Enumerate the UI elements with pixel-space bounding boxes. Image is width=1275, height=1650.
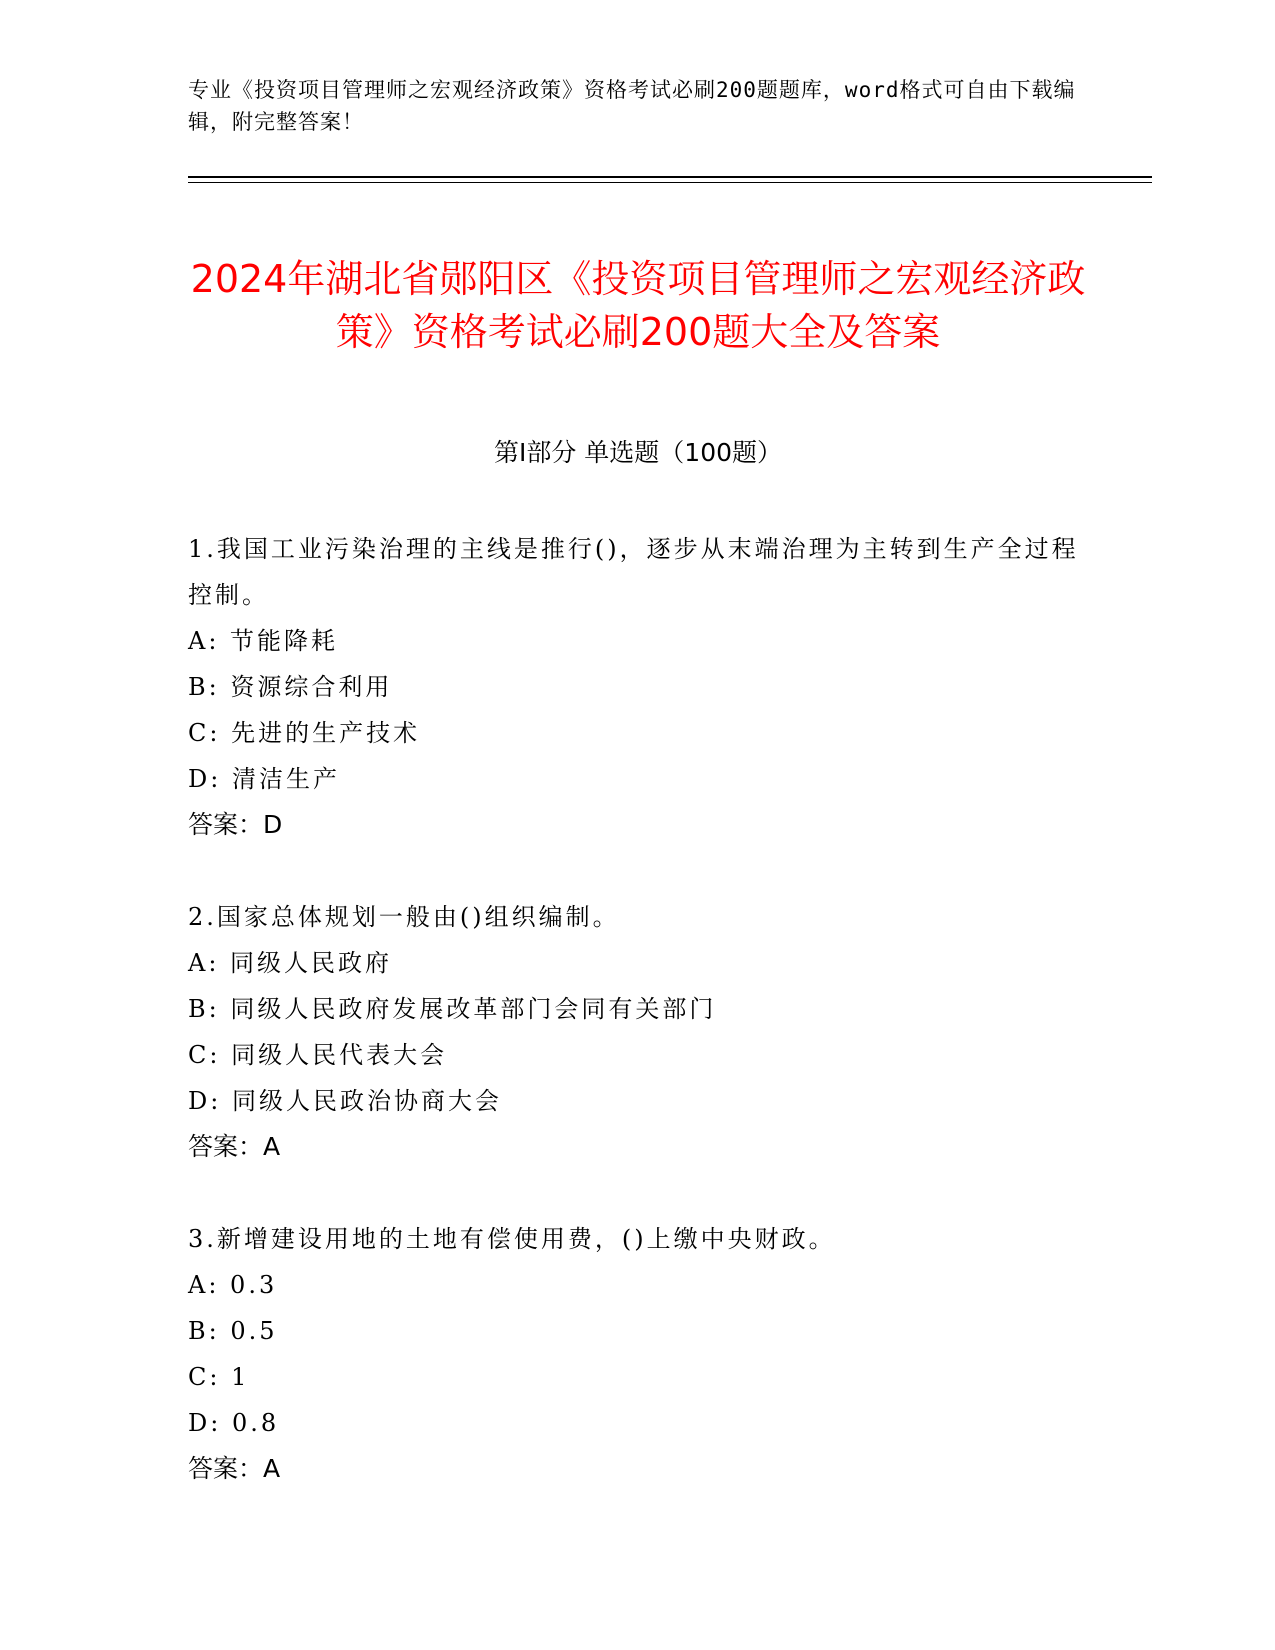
- option-c: C: 同级人民代表大会: [188, 1041, 448, 1069]
- option-b: B: 同级人民政府发展改革部门会同有关部门: [188, 995, 717, 1023]
- option-c: C: 1: [188, 1363, 250, 1391]
- header-divider-thin: [188, 182, 1152, 183]
- option-d: D: 0.8: [188, 1409, 280, 1437]
- option-d: D: 清洁生产: [188, 765, 340, 793]
- question-list: [188, 526, 1088, 1538]
- header-note: 专业《投资项目管理师之宏观经济政策》资格考试必刷200题题库，word格式可自由下载编辑，附完整答案！: [188, 78, 1076, 134]
- question-stem: 1.我国工业污染治理的主线是推行()，逐步从末端治理为主转到生产全过程控制。: [188, 535, 1079, 609]
- question-2: [188, 894, 1088, 1170]
- option-b: B: 0.5: [188, 1317, 278, 1345]
- option-d: D: 同级人民政治协商大会: [188, 1087, 502, 1115]
- question-1: [188, 526, 1088, 848]
- option-b: B: 资源综合利用: [188, 673, 393, 701]
- option-a: A: 0.3: [188, 1271, 278, 1299]
- document-title: 2024年湖北省郧阳区《投资项目管理师之宏观经济政策》资格考试必刷200题大全及答案: [190, 257, 1086, 355]
- option-c: C: 先进的生产技术: [188, 719, 421, 747]
- section-title: 第Ⅰ部分 单选题（100题）: [493, 438, 783, 467]
- answer: 答案：A: [188, 1454, 281, 1483]
- option-a: A: 同级人民政府: [188, 949, 393, 977]
- question-3: [188, 1216, 1088, 1492]
- answer: 答案：A: [188, 1132, 281, 1161]
- answer: 答案：D: [188, 810, 283, 839]
- header-divider-thick: [188, 176, 1152, 178]
- option-a: A: 节能降耗: [188, 627, 339, 655]
- question-stem: 3.新增建设用地的土地有偿使用费，()上缴中央财政。: [188, 1225, 836, 1253]
- question-stem: 2.国家总体规划一般由()组织编制。: [188, 903, 620, 931]
